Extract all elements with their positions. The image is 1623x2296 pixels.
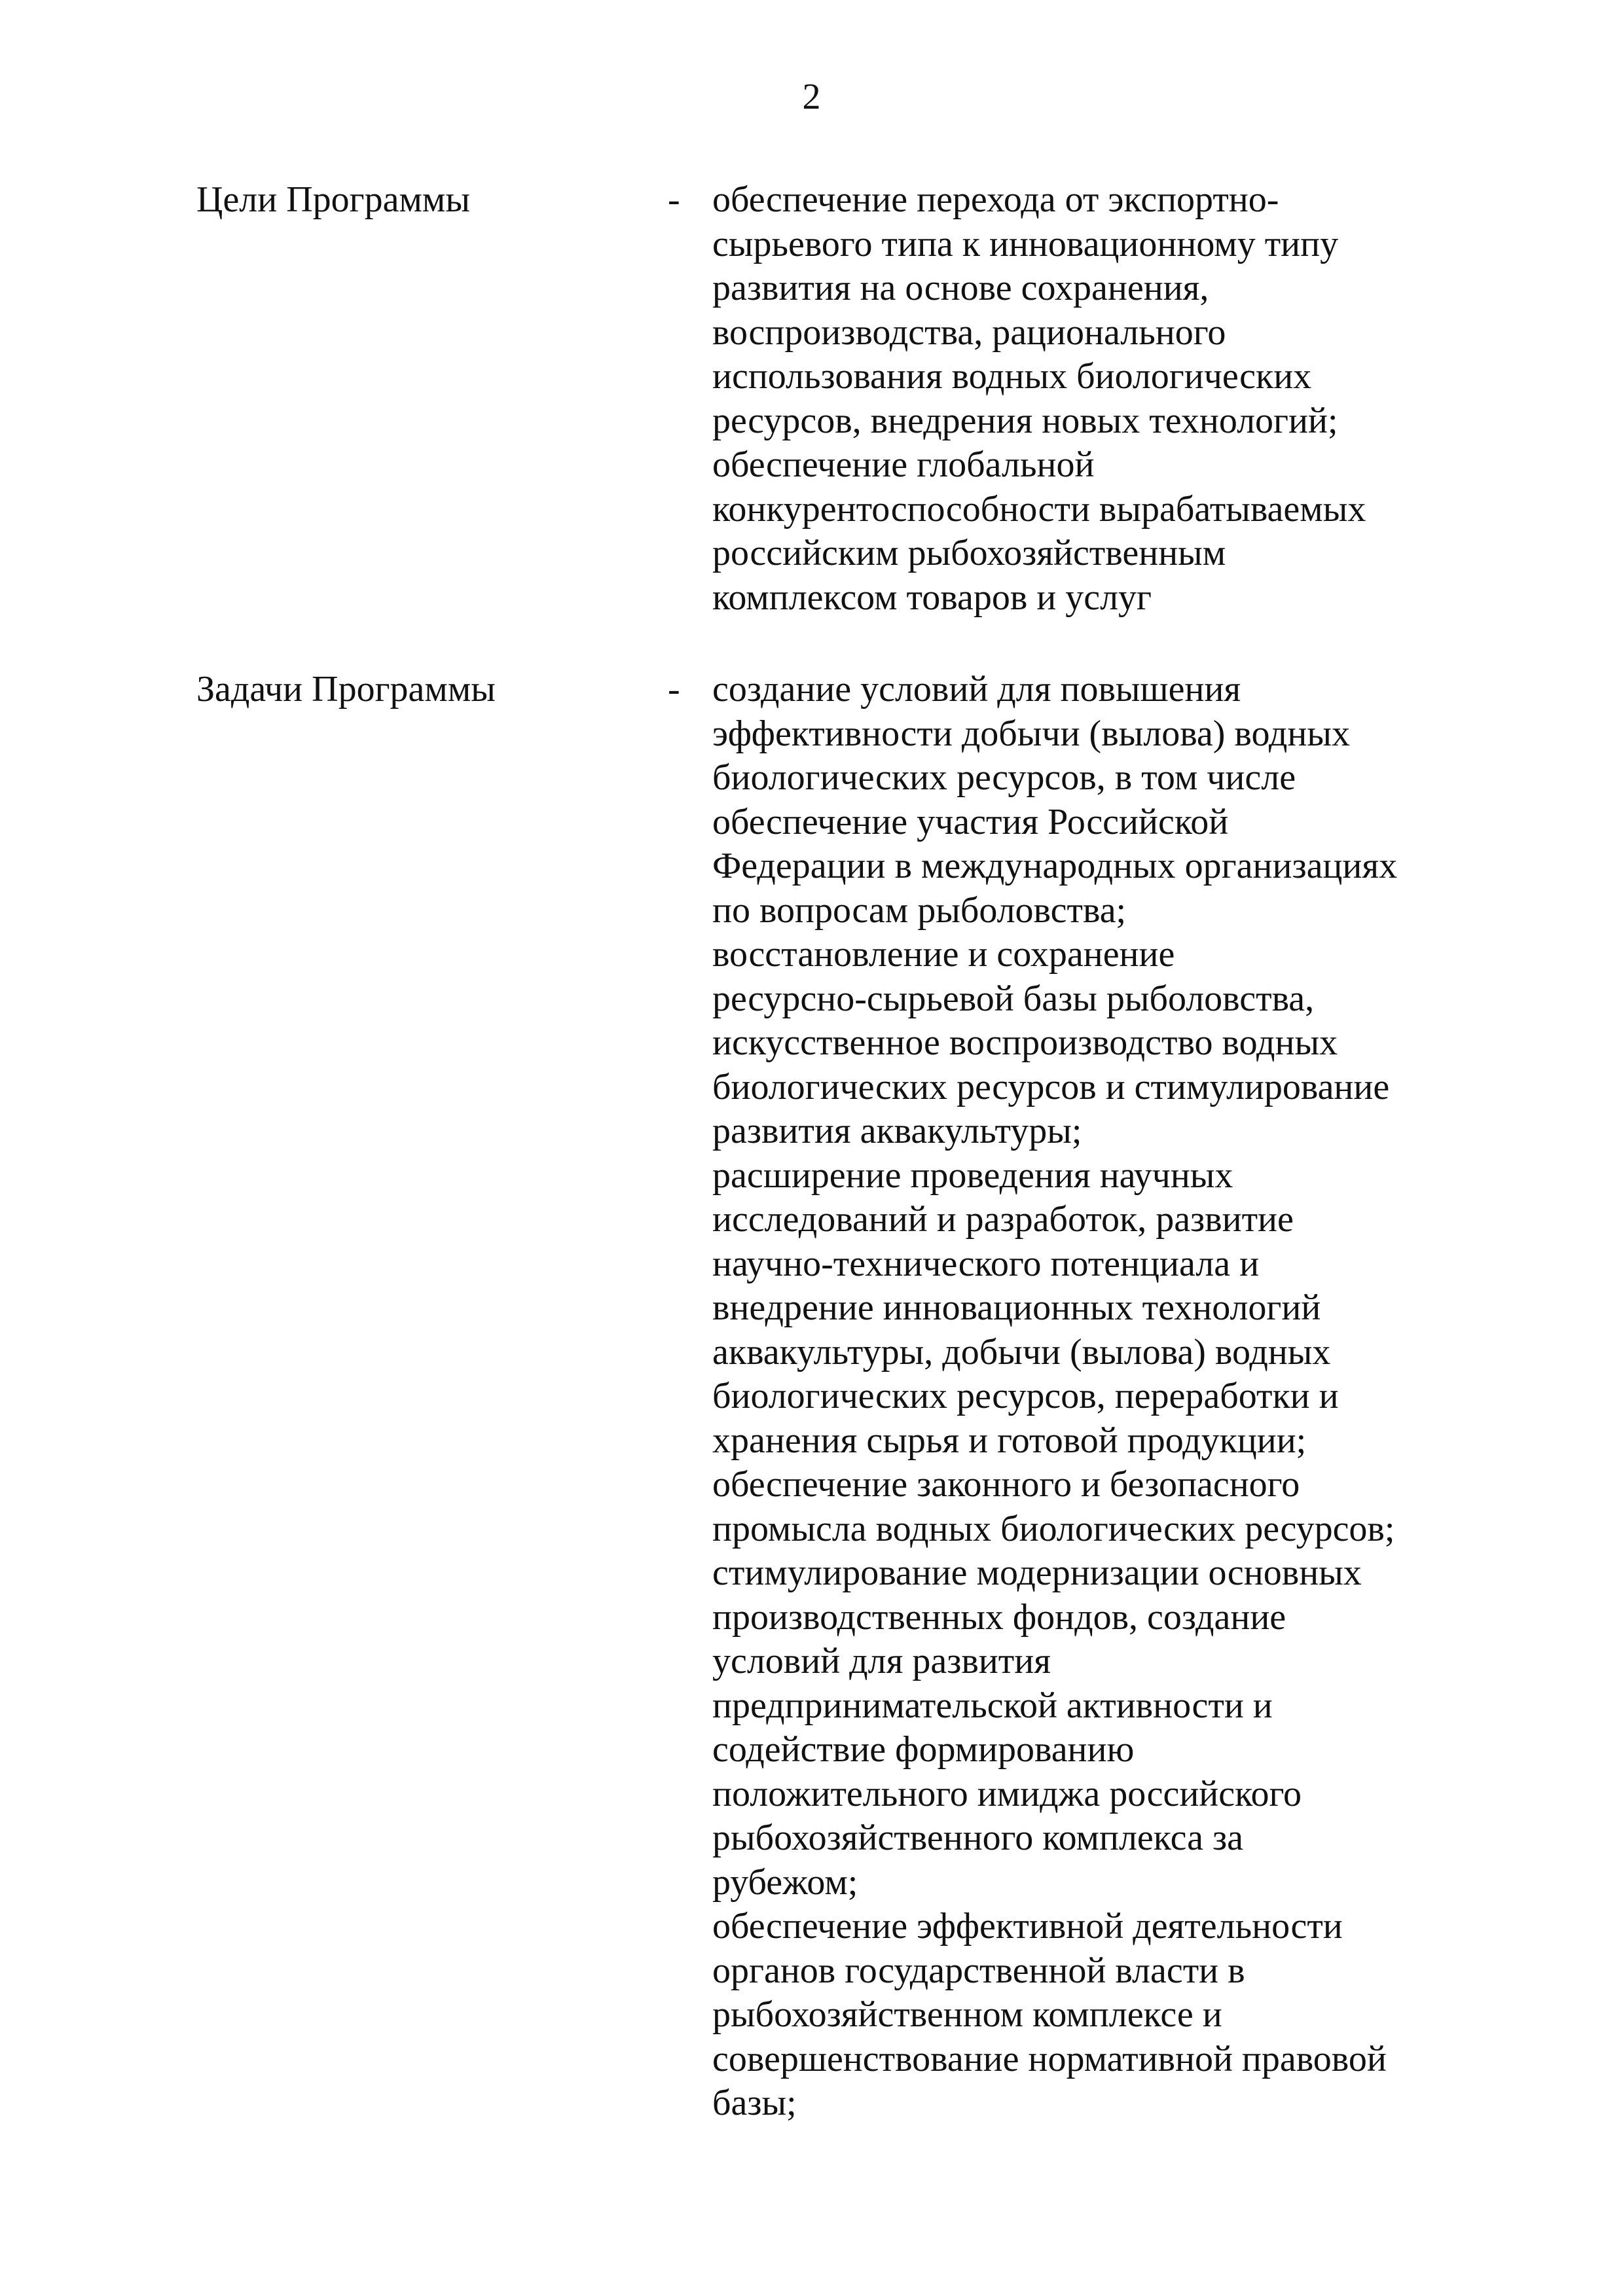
text-line: обеспечение глобальной bbox=[712, 444, 1095, 485]
page-number: 2 bbox=[802, 77, 821, 117]
text-line: ресурсов, внедрения новых технологий; bbox=[712, 400, 1338, 441]
text-line: обеспечение перехода от экспортно- bbox=[712, 179, 1279, 220]
text-line: содействие формированию bbox=[712, 1729, 1135, 1770]
text-line: по вопросам рыболовства; bbox=[712, 889, 1127, 931]
section-label-goals: Цели Программы bbox=[196, 179, 470, 220]
section-dash: - bbox=[668, 179, 680, 220]
text-line: эффективности добычи (вылова) водных bbox=[712, 713, 1350, 754]
text-line: аквакультуры, добычи (вылова) водных bbox=[712, 1331, 1331, 1372]
text-line: обеспечение эффективной деятельности bbox=[712, 1906, 1343, 1946]
text-line: ресурсно-сырьевой базы рыболовства, bbox=[712, 978, 1315, 1019]
text-line: создание условий для повышения bbox=[712, 669, 1241, 709]
section-label-tasks: Задачи Программы bbox=[196, 669, 496, 709]
text-line: хранения сырья и готовой продукции; bbox=[712, 1420, 1307, 1461]
text-line: внедрение инновационных технологий bbox=[712, 1287, 1321, 1328]
text-line: научно-технического потенциала и bbox=[712, 1243, 1260, 1284]
text-line: использования водных биологических bbox=[712, 356, 1312, 397]
text-line: сырьевого типа к инновационному типу bbox=[712, 223, 1339, 264]
text-line: развития аквакультуры; bbox=[712, 1111, 1082, 1151]
text-line: конкурентоспособности вырабатываемых bbox=[712, 488, 1366, 529]
text-line: условий для развития bbox=[712, 1641, 1051, 1681]
text-line: предпринимательской активности и bbox=[712, 1685, 1273, 1726]
text-line: базы; bbox=[712, 2083, 797, 2123]
text-line: Федерации в международных организациях bbox=[712, 846, 1398, 886]
text-line: российским рыбохозяйственным bbox=[712, 533, 1226, 573]
text-line: промысла водных биологических ресурсов; bbox=[712, 1508, 1395, 1549]
text-line: исследований и разработок, развитие bbox=[712, 1199, 1294, 1240]
text-line: положительного имиджа российского bbox=[712, 1773, 1302, 1814]
text-line: рубежом; bbox=[712, 1861, 858, 1903]
text-line: воспроизводства, рационального bbox=[712, 312, 1226, 353]
text-line: органов государственной власти в bbox=[712, 1950, 1245, 1991]
text-line: биологических ресурсов, в том числе bbox=[712, 757, 1296, 798]
text-line: биологических ресурсов, переработки и bbox=[712, 1376, 1339, 1416]
section-dash: - bbox=[668, 669, 680, 709]
text-line: производственных фондов, создание bbox=[712, 1596, 1286, 1638]
section-text-tasks bbox=[712, 668, 1531, 2126]
text-line: совершенствование нормативной правовой bbox=[712, 2038, 1387, 2079]
text-line: развития на основе сохранения, bbox=[712, 268, 1209, 308]
text-line: рыбохозяйственного комплекса за bbox=[712, 1818, 1243, 1858]
text-line: стимулирование модернизации основных bbox=[712, 1552, 1362, 1593]
section-text-goals bbox=[712, 178, 1531, 620]
text-line: обеспечение законного и безопасного bbox=[712, 1464, 1300, 1505]
text-line: рыбохозяйственном комплексе и bbox=[712, 1994, 1222, 2035]
text-line: биологических ресурсов и стимулирование bbox=[712, 1066, 1390, 1107]
text-line: восстановление и сохранение bbox=[712, 934, 1175, 975]
text-line: искусственное воспроизводство водных bbox=[712, 1022, 1338, 1063]
text-line: комплексом товаров и услуг bbox=[712, 577, 1152, 618]
text-line: расширение проведения научных bbox=[712, 1155, 1233, 1196]
text-line: обеспечение участия Российской bbox=[712, 801, 1229, 842]
